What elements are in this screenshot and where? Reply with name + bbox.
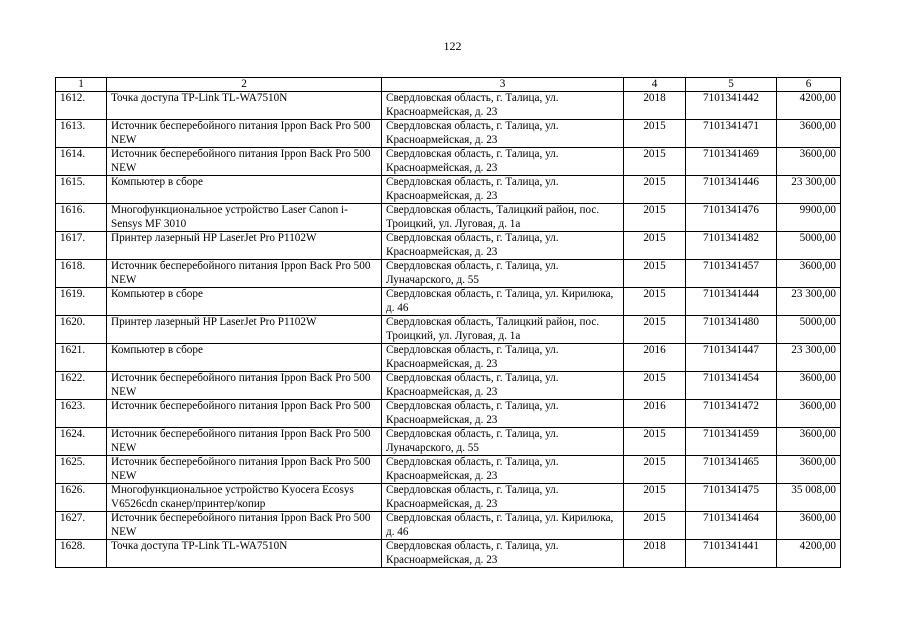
cell-address: Свердловская область, г. Талица, ул. Красноармейская, д. 23 <box>382 120 624 148</box>
cell-address: Свердловская область, г. Талица, ул. Красноармейская, д. 23 <box>382 344 624 372</box>
cell-inventory-number: 7101341446 <box>686 176 777 204</box>
cell-number: 1622. <box>56 372 107 400</box>
cell-inventory-number: 7101341472 <box>686 400 777 428</box>
cell-inventory-number: 7101341447 <box>686 344 777 372</box>
table-row <box>56 288 841 316</box>
cell-year: 2015 <box>624 456 686 484</box>
cell-year: 2015 <box>624 204 686 232</box>
cell-address: Свердловская область, г. Талица, ул. Красноармейская, д. 23 <box>382 176 624 204</box>
cell-year: 2015 <box>624 176 686 204</box>
cell-inventory-number: 7101341482 <box>686 232 777 260</box>
cell-cost: 4200,00 <box>777 92 841 120</box>
cell-name: Компьютер в сборе <box>107 344 382 372</box>
cell-inventory-number: 7101341441 <box>686 540 777 568</box>
header-cell-num: 1 <box>56 78 107 92</box>
cell-cost: 5000,00 <box>777 232 841 260</box>
cell-address: Свердловская область, г. Талица, ул. Красноармейская, д. 23 <box>382 484 624 512</box>
cell-number: 1620. <box>56 316 107 344</box>
cell-year: 2015 <box>624 372 686 400</box>
cell-name: Источник бесперебойного питания Ippon Back Pro 500 NEW <box>107 428 382 456</box>
cell-number: 1612. <box>56 92 107 120</box>
cell-number: 1615. <box>56 176 107 204</box>
cell-number: 1621. <box>56 344 107 372</box>
cell-address: Свердловская область, г. Талица, ул. Кирилюка, д. 46 <box>382 512 624 540</box>
table-row <box>56 456 841 484</box>
cell-address: Свердловская область, г. Талица, ул. Красноармейская, д. 23 <box>382 92 624 120</box>
cell-year: 2018 <box>624 92 686 120</box>
cell-inventory-number: 7101341469 <box>686 148 777 176</box>
cell-year: 2015 <box>624 232 686 260</box>
cell-name: Источник бесперебойного питания Ippon Back Pro 500 NEW <box>107 148 382 176</box>
cell-number: 1613. <box>56 120 107 148</box>
cell-name: Источник бесперебойного питания Ippon Back Pro 500 NEW <box>107 512 382 540</box>
cell-year: 2015 <box>624 428 686 456</box>
cell-year: 2015 <box>624 148 686 176</box>
table-row <box>56 92 841 120</box>
cell-number: 1625. <box>56 456 107 484</box>
cell-inventory-number: 7101341464 <box>686 512 777 540</box>
cell-cost: 3600,00 <box>777 260 841 288</box>
cell-number: 1627. <box>56 512 107 540</box>
cell-name: Точка доступа TP-Link TL-WA7510N <box>107 540 382 568</box>
cell-name: Принтер лазерный HP LaserJet Pro P1102W <box>107 316 382 344</box>
cell-name: Компьютер в сборе <box>107 176 382 204</box>
cell-cost: 3600,00 <box>777 428 841 456</box>
cell-inventory-number: 7101341476 <box>686 204 777 232</box>
cell-cost: 9900,00 <box>777 204 841 232</box>
cell-inventory-number: 7101341457 <box>686 260 777 288</box>
property-registry-table <box>55 77 841 568</box>
cell-inventory-number: 7101341444 <box>686 288 777 316</box>
header-cell-address: 3 <box>382 78 624 92</box>
cell-address: Свердловская область, г. Талица, ул. Кирилюка, д. 46 <box>382 288 624 316</box>
cell-cost: 3600,00 <box>777 400 841 428</box>
cell-name: Источник бесперебойного питания Ippon Back Pro 500 NEW <box>107 372 382 400</box>
cell-year: 2015 <box>624 316 686 344</box>
cell-number: 1626. <box>56 484 107 512</box>
cell-year: 2015 <box>624 288 686 316</box>
cell-address: Свердловская область, г. Талица, ул. Луначарского, д. 55 <box>382 428 624 456</box>
cell-cost: 3600,00 <box>777 148 841 176</box>
cell-address: Свердловская область, г. Талица, ул. Красноармейская, д. 23 <box>382 372 624 400</box>
table-header <box>56 78 841 92</box>
cell-inventory-number: 7101341480 <box>686 316 777 344</box>
cell-year: 2015 <box>624 512 686 540</box>
table-row <box>56 260 841 288</box>
cell-name: Источник бесперебойного питания Ippon Back Pro 500 <box>107 400 382 428</box>
table-row <box>56 120 841 148</box>
cell-number: 1623. <box>56 400 107 428</box>
header-row <box>56 78 841 92</box>
table-row <box>56 232 841 260</box>
cell-address: Свердловская область, г. Талица, ул. Луначарского, д. 55 <box>382 260 624 288</box>
cell-cost: 23 300,00 <box>777 176 841 204</box>
header-cell-year: 4 <box>624 78 686 92</box>
cell-number: 1618. <box>56 260 107 288</box>
cell-cost: 3600,00 <box>777 120 841 148</box>
cell-number: 1617. <box>56 232 107 260</box>
table-row <box>56 372 841 400</box>
table-row <box>56 512 841 540</box>
cell-name: Принтер лазерный HP LaserJet Pro P1102W <box>107 232 382 260</box>
cell-cost: 3600,00 <box>777 372 841 400</box>
cell-cost: 23 300,00 <box>777 288 841 316</box>
table-row <box>56 484 841 512</box>
cell-year: 2015 <box>624 260 686 288</box>
table-row <box>56 344 841 372</box>
table-row <box>56 176 841 204</box>
cell-inventory-number: 7101341475 <box>686 484 777 512</box>
cell-year: 2016 <box>624 344 686 372</box>
cell-number: 1624. <box>56 428 107 456</box>
cell-inventory-number: 7101341465 <box>686 456 777 484</box>
cell-address: Свердловская область, г. Талица, ул. Красноармейская, д. 23 <box>382 540 624 568</box>
cell-name: Многофункциональное устройство Laser Canon i-Sensys MF 3010 <box>107 204 382 232</box>
cell-year: 2016 <box>624 400 686 428</box>
cell-number: 1619. <box>56 288 107 316</box>
cell-cost: 5000,00 <box>777 316 841 344</box>
cell-inventory-number: 7101341454 <box>686 372 777 400</box>
table-row <box>56 204 841 232</box>
cell-address: Свердловская область, Талицкий район, пос. Троицкий, ул. Луговая, д. 1а <box>382 316 624 344</box>
cell-cost: 3600,00 <box>777 456 841 484</box>
cell-name: Многофункциональное устройство Kyocera Ecosys V6526cdn сканер/принтер/копир <box>107 484 382 512</box>
cell-year: 2015 <box>624 484 686 512</box>
cell-cost: 23 300,00 <box>777 344 841 372</box>
cell-address: Свердловская область, г. Талица, ул. Красноармейская, д. 23 <box>382 400 624 428</box>
cell-address: Свердловская область, г. Талица, ул. Красноармейская, д. 23 <box>382 232 624 260</box>
cell-name: Точка доступа TP-Link TL-WA7510N <box>107 92 382 120</box>
cell-year: 2018 <box>624 540 686 568</box>
table-row <box>56 540 841 568</box>
cell-number: 1628. <box>56 540 107 568</box>
cell-cost: 35 008,00 <box>777 484 841 512</box>
page-number: 122 <box>443 39 462 53</box>
cell-year: 2015 <box>624 120 686 148</box>
cell-inventory-number: 7101341471 <box>686 120 777 148</box>
cell-name: Источник бесперебойного питания Ippon Back Pro 500 NEW <box>107 120 382 148</box>
cell-address: Свердловская область, Талицкий район, пос. Троицкий, ул. Луговая, д. 1а <box>382 204 624 232</box>
cell-address: Свердловская область, г. Талица, ул. Красноармейская, д. 23 <box>382 456 624 484</box>
table-row <box>56 148 841 176</box>
table-row <box>56 428 841 456</box>
header-cell-name: 2 <box>107 78 382 92</box>
header-cell-inventory: 5 <box>686 78 777 92</box>
cell-number: 1616. <box>56 204 107 232</box>
header-cell-cost: 6 <box>777 78 841 92</box>
cell-name: Источник бесперебойного питания Ippon Back Pro 500 NEW <box>107 456 382 484</box>
cell-cost: 3600,00 <box>777 512 841 540</box>
cell-inventory-number: 7101341442 <box>686 92 777 120</box>
cell-name: Компьютер в сборе <box>107 288 382 316</box>
cell-inventory-number: 7101341459 <box>686 428 777 456</box>
cell-number: 1614. <box>56 148 107 176</box>
cell-address: Свердловская область, г. Талица, ул. Красноармейская, д. 23 <box>382 148 624 176</box>
cell-name: Источник бесперебойного питания Ippon Back Pro 500 NEW <box>107 260 382 288</box>
table-row <box>56 316 841 344</box>
table-body <box>56 92 841 568</box>
table-row <box>56 400 841 428</box>
cell-cost: 4200,00 <box>777 540 841 568</box>
